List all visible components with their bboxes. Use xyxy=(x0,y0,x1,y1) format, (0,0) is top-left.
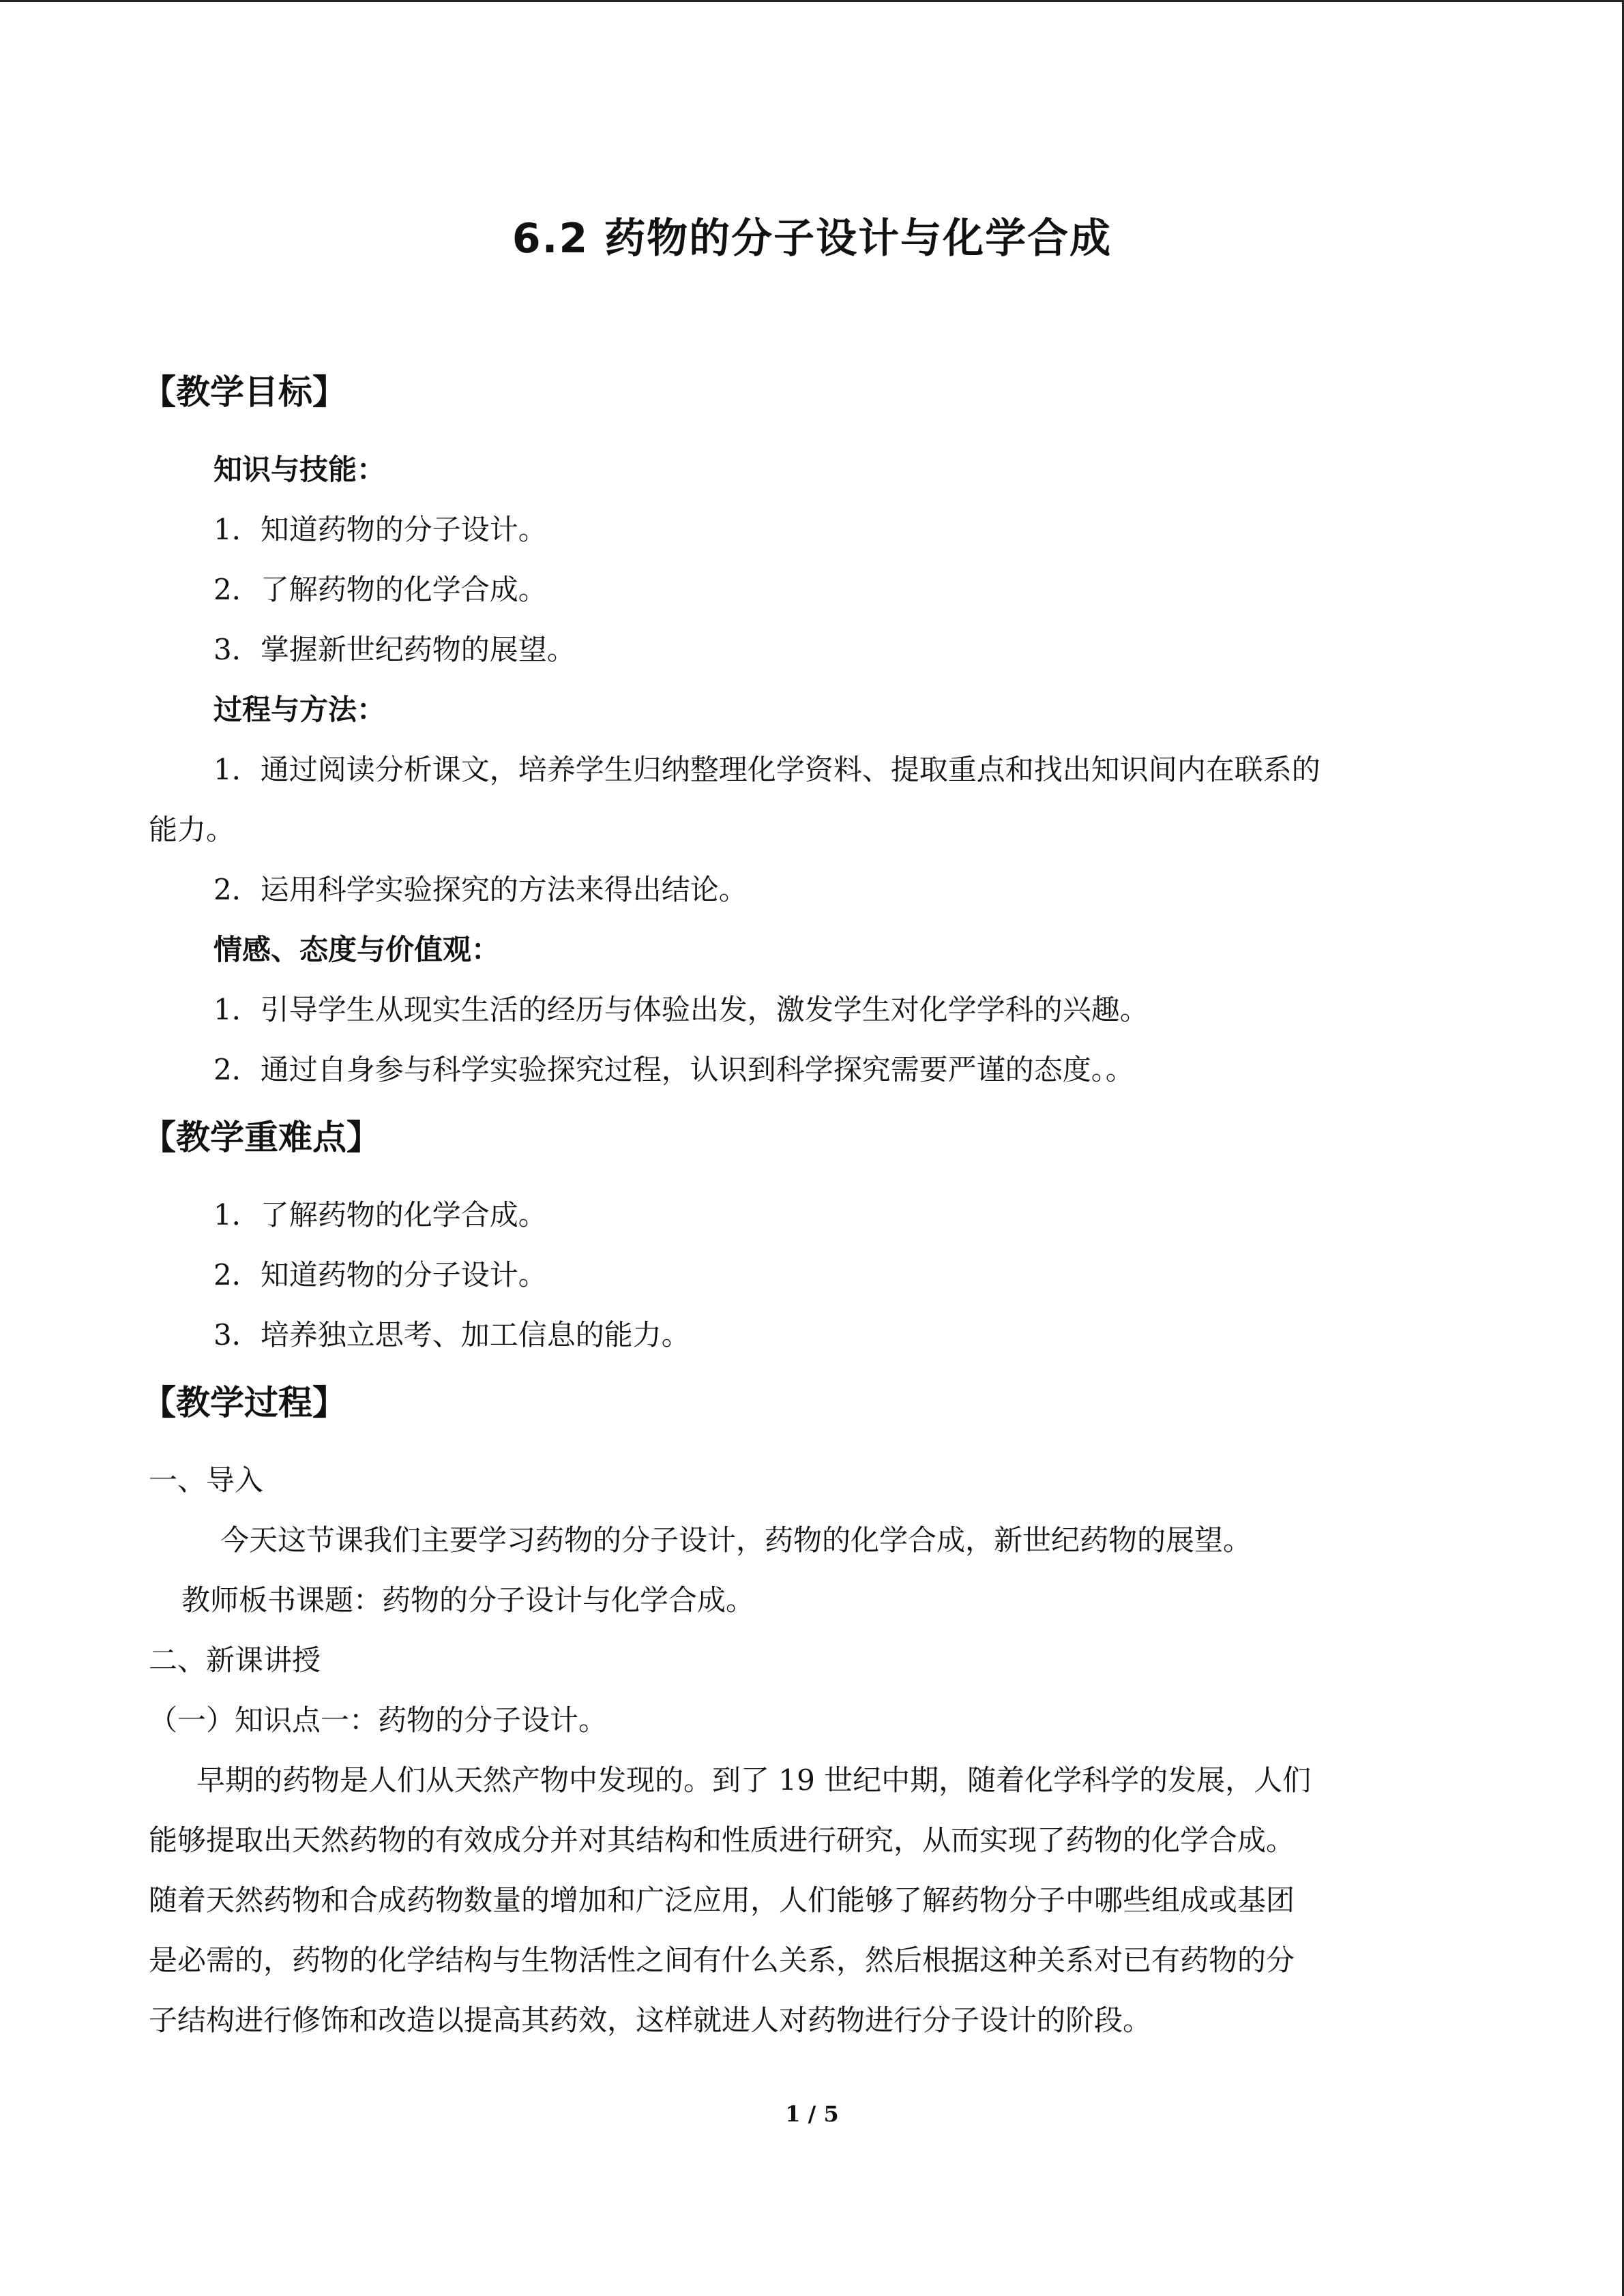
section-heading-objectives: 【教学目标】 xyxy=(142,372,346,412)
list-item-continuation: 能力。 xyxy=(149,813,235,846)
list-item: 3．培养独立思考、加工信息的能力。 xyxy=(213,1318,690,1352)
paragraph-line: 随着天然药物和合成药物数量的增加和广泛应用，人们能够了解药物分子中哪些组成或基团 xyxy=(149,1883,1295,1917)
list-item: 1．引导学生从现实生活的经历与体验出发，激发学生对化学学科的兴趣。 xyxy=(213,993,1149,1026)
step-heading-new-lesson: 二、新课讲授 xyxy=(149,1643,321,1677)
list-item: 3．掌握新世纪药物的展望。 xyxy=(213,633,576,666)
board-text: 教师板书课题：药物的分子设计与化学合成。 xyxy=(181,1583,755,1617)
top-border-line xyxy=(0,0,1624,2)
paragraph-line: 早期的药物是人们从天然产物中发现的。到了 19 世纪中期，随着化学科学的发展，人们 xyxy=(196,1763,1312,1797)
subheading-emotion: 情感、态度与价值观： xyxy=(213,933,501,966)
paragraph-line: 子结构进行修饰和改造以提高其药效，这样就进人对药物进行分子设计的阶段。 xyxy=(149,2003,1152,2037)
list-item: 1．知道药物的分子设计。 xyxy=(213,513,547,546)
list-item: 1．了解药物的化学合成。 xyxy=(213,1198,547,1232)
paragraph-line: 能够提取出天然药物的有效成分并对其结构和性质进行研究，从而实现了药物的化学合成。 xyxy=(149,1823,1295,1857)
list-item: 2．了解药物的化学合成。 xyxy=(213,573,547,606)
document-title: 6.2 药物的分子设计与化学合成 xyxy=(512,215,1112,263)
step-heading-intro: 一、导入 xyxy=(149,1463,264,1497)
document-body xyxy=(142,355,1486,2051)
intro-text: 今天这节课我们主要学习药物的分子设计，药物的化学合成，新世纪药物的展望。 xyxy=(220,1523,1252,1557)
page-number: 1 / 5 xyxy=(785,2101,839,2127)
section-heading-process: 【教学过程】 xyxy=(142,1383,346,1422)
list-item: 2．通过自身参与科学实验探究过程，认识到科学探究需要严谨的态度。。 xyxy=(213,1053,1134,1086)
subheading-process: 过程与方法： xyxy=(213,693,386,726)
subheading-knowledge: 知识与技能： xyxy=(213,453,386,486)
paragraph-line: 是必需的，药物的化学结构与生物活性之间有什么关系，然后根据这种关系对已有药物的分 xyxy=(149,1943,1295,1977)
section-heading-key-points: 【教学重难点】 xyxy=(142,1118,381,1157)
list-item: 2．运用科学实验探究的方法来得出结论。 xyxy=(213,873,748,906)
list-item: 2．知道药物的分子设计。 xyxy=(213,1258,547,1292)
list-item: 1．通过阅读分析课文，培养学生归纳整理化学资料、提取重点和找出知识间内在联系的 xyxy=(213,753,1320,786)
knowledge-point-heading: （一）知识点一：药物的分子设计。 xyxy=(149,1703,608,1737)
